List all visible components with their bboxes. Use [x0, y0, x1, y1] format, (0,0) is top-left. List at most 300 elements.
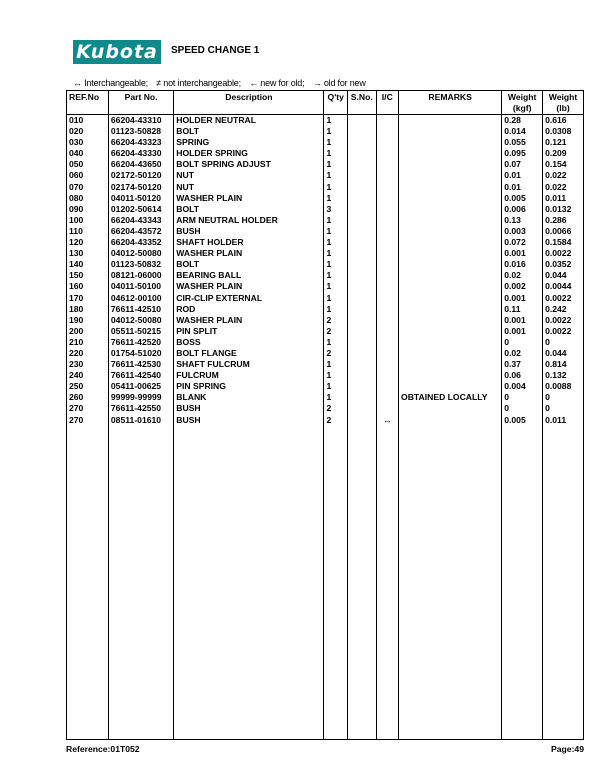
cell-weight-lb: 0	[543, 392, 584, 403]
table-row	[67, 370, 584, 381]
cell-description: NUT	[174, 182, 324, 193]
cell-weight-lb: 0.044	[543, 270, 584, 281]
cell-ref-no: 130	[67, 248, 109, 259]
cell-weight-kgf: 0.001	[502, 326, 543, 337]
cell-remarks	[399, 259, 502, 270]
cell-description: WASHER PLAIN	[174, 193, 324, 204]
cell-serial-no	[347, 270, 376, 281]
table-row	[67, 337, 584, 348]
cell-interchange	[376, 370, 398, 381]
cell-description: ROD	[174, 304, 324, 315]
cell-ref-no: 090	[67, 204, 109, 215]
cell-serial-no	[347, 337, 376, 348]
cell-ref-no: 020	[67, 126, 109, 137]
table-row	[67, 182, 584, 193]
table-row	[67, 226, 584, 237]
cell-serial-no	[347, 126, 376, 137]
cell-part-no: 04011-50120	[108, 193, 173, 204]
cell-description: BEARING BALL	[174, 270, 324, 281]
cell-interchange	[376, 293, 398, 304]
cell-serial-no	[347, 170, 376, 181]
cell-remarks	[399, 337, 502, 348]
cell-interchange	[376, 204, 398, 215]
cell-weight-lb: 0.0308	[543, 126, 584, 137]
cell-remarks	[399, 159, 502, 170]
cell-weight-lb: 0.0088	[543, 381, 584, 392]
cell-remarks	[399, 248, 502, 259]
cell-part-no: 66204-43323	[108, 137, 173, 148]
cell-weight-kgf: 0.014	[502, 126, 543, 137]
cell-description: BUSH	[174, 226, 324, 237]
cell-remarks	[399, 293, 502, 304]
cell-interchange	[376, 270, 398, 281]
cell-interchange	[376, 159, 398, 170]
cell-remarks	[399, 126, 502, 137]
cell-weight-lb: 0.022	[543, 170, 584, 181]
page-number: Page:49	[551, 744, 584, 754]
cell-description: SPRING	[174, 137, 324, 148]
cell-weight-lb: 0.242	[543, 304, 584, 315]
cell-ref-no: 070	[67, 182, 109, 193]
header-weight-lb: Weight (lb)	[543, 91, 584, 115]
cell-serial-no	[347, 359, 376, 370]
cell-ref-no: 190	[67, 315, 109, 326]
cell-quantity: 1	[324, 270, 348, 281]
table-row	[67, 115, 584, 127]
cell-weight-kgf: 0.001	[502, 248, 543, 259]
cell-weight-lb: 0.011	[543, 193, 584, 204]
cell-interchange	[376, 137, 398, 148]
cell-quantity: 1	[324, 215, 348, 226]
cell-description: NUT	[174, 170, 324, 181]
table-row	[67, 270, 584, 281]
page-title: SPEED CHANGE 1	[171, 45, 260, 56]
cell-part-no: 05411-00625	[108, 381, 173, 392]
cell-interchange	[376, 381, 398, 392]
cell-part-no: 04012-50080	[108, 248, 173, 259]
cell-serial-no	[347, 159, 376, 170]
table-row	[67, 381, 584, 392]
cell-serial-no	[347, 392, 376, 403]
cell-weight-kgf: 0.001	[502, 315, 543, 326]
cell-part-no: 02174-50120	[108, 182, 173, 193]
cell-weight-kgf: 0.11	[502, 304, 543, 315]
cell-weight-lb: 0.286	[543, 215, 584, 226]
cell-weight-kgf: 0.13	[502, 215, 543, 226]
cell-serial-no	[347, 237, 376, 248]
cell-quantity: 2	[324, 315, 348, 326]
legend-interchangeable: ↔ Interchangeable;	[73, 78, 148, 88]
cell-interchange	[376, 304, 398, 315]
cell-ref-no: 230	[67, 359, 109, 370]
table-row	[67, 315, 584, 326]
cell-serial-no	[347, 403, 376, 414]
cell-part-no: 76611-42540	[108, 370, 173, 381]
cell-serial-no	[347, 259, 376, 270]
cell-serial-no	[347, 215, 376, 226]
cell-remarks	[399, 204, 502, 215]
legend-old-for-new: → old for new	[312, 78, 366, 88]
cell-quantity: 1	[324, 337, 348, 348]
cell-description: CIR-CLIP EXTERNAL	[174, 293, 324, 304]
cell-part-no: 66204-43352	[108, 237, 173, 248]
legend-new-for-old: ← new for old;	[249, 78, 305, 88]
cell-part-no: 05511-50215	[108, 326, 173, 337]
cell-interchange	[376, 237, 398, 248]
table-row	[67, 415, 584, 426]
cell-quantity: 2	[324, 415, 348, 426]
cell-weight-lb: 0.0132	[543, 204, 584, 215]
cell-serial-no	[347, 248, 376, 259]
cell-ref-no: 200	[67, 326, 109, 337]
cell-remarks	[399, 226, 502, 237]
cell-serial-no	[347, 304, 376, 315]
cell-serial-no	[347, 137, 376, 148]
cell-remarks	[399, 304, 502, 315]
cell-interchange	[376, 182, 398, 193]
parts-table	[66, 90, 584, 740]
cell-interchange	[376, 170, 398, 181]
cell-remarks	[399, 182, 502, 193]
table-row	[67, 193, 584, 204]
cell-quantity: 1	[324, 115, 348, 127]
cell-weight-lb: 0.154	[543, 159, 584, 170]
table-row	[67, 304, 584, 315]
cell-weight-lb: 0.022	[543, 182, 584, 193]
cell-quantity: 2	[324, 326, 348, 337]
cell-weight-kgf: 0.004	[502, 381, 543, 392]
cell-weight-kgf: 0.28	[502, 115, 543, 127]
table-row	[67, 204, 584, 215]
cell-part-no: 08511-01610	[108, 415, 173, 426]
cell-weight-kgf: 0.02	[502, 270, 543, 281]
cell-ref-no: 170	[67, 293, 109, 304]
table-row	[67, 248, 584, 259]
cell-ref-no: 060	[67, 170, 109, 181]
cell-description: BOLT	[174, 259, 324, 270]
cell-weight-lb: 0.0044	[543, 281, 584, 292]
cell-description: FULCRUM	[174, 370, 324, 381]
cell-description: WASHER PLAIN	[174, 281, 324, 292]
cell-serial-no	[347, 281, 376, 292]
cell-remarks	[399, 403, 502, 414]
cell-ref-no: 050	[67, 159, 109, 170]
cell-serial-no	[347, 115, 376, 127]
cell-ref-no: 160	[67, 281, 109, 292]
header-qty: Q'ty	[324, 91, 348, 115]
cell-quantity: 3	[324, 204, 348, 215]
cell-description: BOLT	[174, 126, 324, 137]
cell-serial-no	[347, 193, 376, 204]
cell-interchange	[376, 403, 398, 414]
cell-weight-kgf: 0.055	[502, 137, 543, 148]
cell-description: HOLDER NEUTRAL	[174, 115, 324, 127]
cell-description: PIN SPRING	[174, 381, 324, 392]
cell-remarks	[399, 381, 502, 392]
cell-weight-lb: 0.814	[543, 359, 584, 370]
cell-ref-no: 110	[67, 226, 109, 237]
cell-weight-kgf: 0	[502, 392, 543, 403]
cell-weight-lb: 0.121	[543, 137, 584, 148]
cell-remarks	[399, 270, 502, 281]
cell-weight-lb: 0.132	[543, 370, 584, 381]
cell-serial-no	[347, 293, 376, 304]
table-row	[67, 392, 584, 403]
cell-weight-kgf: 0.005	[502, 193, 543, 204]
cell-quantity: 1	[324, 182, 348, 193]
cell-quantity: 1	[324, 304, 348, 315]
cell-quantity: 1	[324, 193, 348, 204]
table-row	[67, 159, 584, 170]
table-row	[67, 281, 584, 292]
cell-remarks	[399, 115, 502, 127]
cell-description: HOLDER SPRING	[174, 148, 324, 159]
cell-part-no: 04012-50080	[108, 315, 173, 326]
cell-part-no: 01754-51020	[108, 348, 173, 359]
cell-quantity: 1	[324, 137, 348, 148]
cell-remarks	[399, 148, 502, 159]
cell-part-no: 66204-43330	[108, 148, 173, 159]
cell-quantity: 1	[324, 226, 348, 237]
cell-interchange	[376, 193, 398, 204]
table-row	[67, 403, 584, 414]
cell-ref-no: 010	[67, 115, 109, 127]
cell-weight-lb: 0.011	[543, 415, 584, 426]
cell-description: BUSH	[174, 415, 324, 426]
cell-part-no: 66204-43343	[108, 215, 173, 226]
header-weight-kgf: Weight (kgf)	[502, 91, 543, 115]
cell-weight-kgf: 0.06	[502, 370, 543, 381]
cell-weight-lb: 0.1584	[543, 237, 584, 248]
cell-quantity: 1	[324, 359, 348, 370]
cell-ref-no: 120	[67, 237, 109, 248]
cell-serial-no	[347, 148, 376, 159]
cell-quantity: 1	[324, 281, 348, 292]
cell-serial-no	[347, 204, 376, 215]
cell-weight-lb: 0	[543, 337, 584, 348]
cell-ref-no: 210	[67, 337, 109, 348]
cell-description: WASHER PLAIN	[174, 248, 324, 259]
cell-quantity: 1	[324, 259, 348, 270]
cell-ref-no: 260	[67, 392, 109, 403]
logo-text: Kubota	[76, 40, 158, 63]
cell-interchange	[376, 326, 398, 337]
cell-interchange	[376, 259, 398, 270]
table-row	[67, 293, 584, 304]
cell-interchange	[376, 281, 398, 292]
cell-interchange	[376, 248, 398, 259]
cell-part-no: 66204-43650	[108, 159, 173, 170]
cell-remarks	[399, 281, 502, 292]
cell-ref-no: 240	[67, 370, 109, 381]
cell-interchange	[376, 315, 398, 326]
cell-quantity: 1	[324, 159, 348, 170]
cell-serial-no	[347, 370, 376, 381]
cell-remarks	[399, 415, 502, 426]
cell-part-no: 66204-43310	[108, 115, 173, 127]
table-row	[67, 215, 584, 226]
cell-remarks	[399, 237, 502, 248]
cell-description: BOLT	[174, 204, 324, 215]
cell-weight-kgf: 0.001	[502, 293, 543, 304]
cell-weight-kgf: 0.016	[502, 259, 543, 270]
cell-serial-no	[347, 326, 376, 337]
cell-remarks	[399, 170, 502, 181]
cell-quantity: 1	[324, 293, 348, 304]
cell-remarks	[399, 137, 502, 148]
cell-ref-no: 080	[67, 193, 109, 204]
cell-part-no: 76611-42510	[108, 304, 173, 315]
cell-quantity: 1	[324, 370, 348, 381]
cell-interchange	[376, 337, 398, 348]
cell-serial-no	[347, 315, 376, 326]
cell-weight-lb: 0.0066	[543, 226, 584, 237]
cell-part-no: 99999-99999	[108, 392, 173, 403]
cell-interchange	[376, 148, 398, 159]
cell-weight-lb: 0.0022	[543, 326, 584, 337]
cell-remarks	[399, 193, 502, 204]
cell-weight-lb: 0.0022	[543, 248, 584, 259]
header-ic: I/C	[376, 91, 398, 115]
table-row	[67, 170, 584, 181]
cell-weight-kgf: 0	[502, 403, 543, 414]
table-row	[67, 237, 584, 248]
cell-interchange	[376, 348, 398, 359]
legend-not-interchangeable: ≠ not interchangeable;	[156, 78, 241, 88]
cell-quantity: 1	[324, 392, 348, 403]
cell-ref-no: 140	[67, 259, 109, 270]
cell-ref-no: 250	[67, 381, 109, 392]
cell-ref-no: 100	[67, 215, 109, 226]
header-remarks: REMARKS	[399, 91, 502, 115]
cell-interchange	[376, 226, 398, 237]
cell-weight-kgf: 0.02	[502, 348, 543, 359]
cell-interchange: ↔	[376, 415, 398, 426]
cell-weight-kgf: 0.005	[502, 415, 543, 426]
cell-quantity: 2	[324, 403, 348, 414]
cell-part-no: 66204-43572	[108, 226, 173, 237]
cell-weight-kgf: 0.37	[502, 359, 543, 370]
cell-quantity: 1	[324, 248, 348, 259]
cell-part-no: 01202-50614	[108, 204, 173, 215]
cell-weight-lb: 0	[543, 403, 584, 414]
cell-weight-lb: 0.0022	[543, 293, 584, 304]
cell-interchange	[376, 126, 398, 137]
cell-weight-kgf: 0.095	[502, 148, 543, 159]
cell-quantity: 1	[324, 237, 348, 248]
table-row	[67, 148, 584, 159]
cell-description: SHAFT FULCRUM	[174, 359, 324, 370]
table-empty-space	[67, 426, 584, 740]
table-header-row	[67, 91, 584, 115]
cell-part-no: 76611-42530	[108, 359, 173, 370]
cell-interchange	[376, 359, 398, 370]
cell-weight-kgf: 0.07	[502, 159, 543, 170]
cell-description: SHAFT HOLDER	[174, 237, 324, 248]
cell-weight-kgf: 0.01	[502, 182, 543, 193]
cell-remarks	[399, 326, 502, 337]
cell-ref-no: 220	[67, 348, 109, 359]
cell-ref-no: 040	[67, 148, 109, 159]
table-row	[67, 126, 584, 137]
cell-weight-lb: 0.0352	[543, 259, 584, 270]
cell-ref-no: 150	[67, 270, 109, 281]
cell-weight-lb: 0.209	[543, 148, 584, 159]
reference-number: Reference:01T052	[66, 744, 140, 754]
cell-interchange	[376, 392, 398, 403]
cell-weight-kgf: 0.003	[502, 226, 543, 237]
cell-quantity: 1	[324, 170, 348, 181]
kubota-logo	[73, 40, 161, 64]
table-row	[67, 259, 584, 270]
table-row	[67, 137, 584, 148]
cell-weight-lb: 0.044	[543, 348, 584, 359]
table-row	[67, 348, 584, 359]
cell-ref-no: 180	[67, 304, 109, 315]
cell-remarks	[399, 315, 502, 326]
cell-description: BUSH	[174, 403, 324, 414]
cell-weight-kgf: 0.006	[502, 204, 543, 215]
header-part-no: Part No.	[108, 91, 173, 115]
cell-quantity: 2	[324, 348, 348, 359]
cell-remarks	[399, 215, 502, 226]
cell-part-no: 76611-42550	[108, 403, 173, 414]
cell-interchange	[376, 215, 398, 226]
header-serial-no: S.No.	[347, 91, 376, 115]
cell-weight-kgf: 0.01	[502, 170, 543, 181]
cell-part-no: 02172-50120	[108, 170, 173, 181]
cell-remarks: OBTAINED LOCALLY	[399, 392, 502, 403]
header-description: Description	[174, 91, 324, 115]
cell-description: BOLT FLANGE	[174, 348, 324, 359]
cell-ref-no: 270	[67, 403, 109, 414]
legend	[73, 78, 372, 88]
cell-serial-no	[347, 226, 376, 237]
header-ref-no: REF.No	[67, 91, 109, 115]
cell-remarks	[399, 348, 502, 359]
cell-description: WASHER PLAIN	[174, 315, 324, 326]
cell-quantity: 1	[324, 126, 348, 137]
cell-ref-no: 030	[67, 137, 109, 148]
table-row	[67, 359, 584, 370]
cell-remarks	[399, 370, 502, 381]
cell-remarks	[399, 359, 502, 370]
cell-part-no: 04612-00100	[108, 293, 173, 304]
cell-part-no: 01123-50832	[108, 259, 173, 270]
cell-description: BOLT SPRING ADJUST	[174, 159, 324, 170]
cell-serial-no	[347, 415, 376, 426]
cell-description: BLANK	[174, 392, 324, 403]
cell-part-no: 04011-50100	[108, 281, 173, 292]
cell-serial-no	[347, 182, 376, 193]
cell-part-no: 01123-50828	[108, 126, 173, 137]
cell-interchange	[376, 115, 398, 127]
cell-weight-kgf: 0.072	[502, 237, 543, 248]
cell-description: ARM NEUTRAL HOLDER	[174, 215, 324, 226]
cell-serial-no	[347, 348, 376, 359]
table-row	[67, 326, 584, 337]
cell-quantity: 1	[324, 148, 348, 159]
cell-serial-no	[347, 381, 376, 392]
cell-description: PIN SPLIT	[174, 326, 324, 337]
cell-weight-kgf: 0	[502, 337, 543, 348]
cell-weight-lb: 0.0022	[543, 315, 584, 326]
cell-part-no: 76611-42520	[108, 337, 173, 348]
cell-ref-no: 270	[67, 415, 109, 426]
cell-description: BOSS	[174, 337, 324, 348]
cell-weight-lb: 0.616	[543, 115, 584, 127]
cell-weight-kgf: 0.002	[502, 281, 543, 292]
